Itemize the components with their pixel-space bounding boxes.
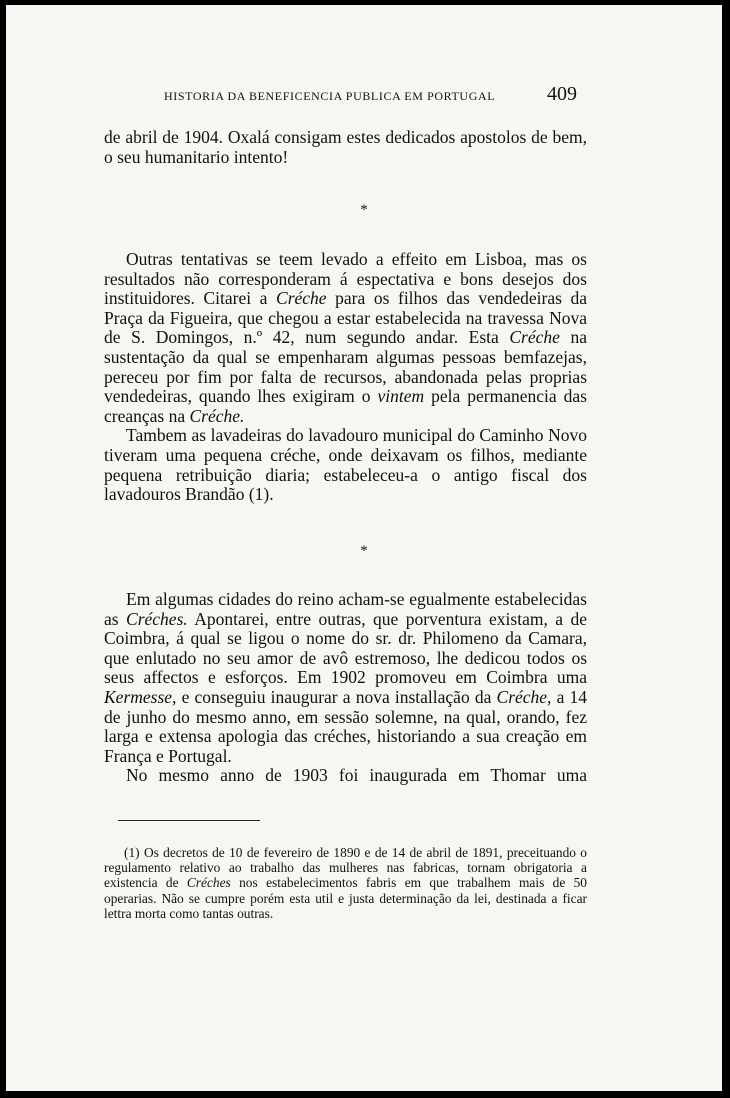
section-separator-2: * bbox=[360, 543, 368, 559]
section-separator-1: * bbox=[360, 202, 368, 218]
paragraph-apostolos: de abril de 1904. Oxalá consigam estes dedicados apostolos de bem, o seu humanitario intento! bbox=[104, 127, 587, 167]
italic-term: Créche. bbox=[189, 405, 245, 426]
text-run: Apontarei, entre outras, que porventura existam, a de Coimbra, á qual se ligou o nome do sr. dr. Philomeno da Camara, que enlutado no seu amor de avô estremoso, lhe dedicou todos os seus affectos e esforços. Em 1902 promoveu em Coimbra uma bbox=[104, 608, 587, 688]
running-title: HISTORIA DA BENEFICENCIA PUBLICA EM PORTUGAL bbox=[164, 89, 496, 103]
italic-term: Créche bbox=[509, 327, 560, 348]
text-run: pela permanencia das creanças na bbox=[104, 386, 587, 426]
italic-term: Créches. bbox=[126, 608, 188, 629]
text-run: para os filhos das vendedeiras da Praça da Figueira, que chegou a estar estabelecida na travessa Nova de S. Domingos, n.º 42, num segundo andar. Esta bbox=[104, 288, 587, 348]
text-run: nos estabelecimentos fabris em que trabalhem mais de 50 operarias. Não se cumpre porém esta util e justa determinação da lei, destinada a ficar lettra morta como tantas outras. bbox=[104, 875, 587, 921]
paragraph-thomar: No mesmo anno de 1903 foi inaugurada em Thomar uma bbox=[126, 765, 587, 786]
paragraph-lisboa bbox=[104, 250, 587, 426]
text-run: Em algumas cidades do reino acham-se egualmente estabelecidas as bbox=[104, 589, 587, 629]
section-3 bbox=[104, 590, 587, 786]
paragraph-lavadeiras: Tambem as lavadeiras do lavadouro municipal do Caminho Novo tiveram uma pequena créche, onde deixavam os filhos, mediante pequena retribuição diaria; estabeleceu-a o antigo fiscal dos lavadouros Brandão (1). bbox=[104, 425, 587, 505]
italic-term: Créche, bbox=[496, 686, 552, 707]
page-header bbox=[6, 83, 722, 111]
italic-term: vintem bbox=[377, 386, 425, 407]
text-run: Outras tentativas se teem levado a effeito em Lisboa, mas os resultados não corresponderam á espectativa e bons desejos dos instituidores. Citarei a bbox=[104, 249, 587, 309]
section-1 bbox=[104, 128, 587, 167]
text-run: a 14 de junho do mesmo anno, em sessão solemne, na qual, orando, fez larga e extensa apologia das créches, historiando a sua creação em França e Portugal. bbox=[104, 686, 587, 766]
footnote-text bbox=[104, 845, 587, 921]
footnote bbox=[104, 845, 587, 921]
footnote-divider bbox=[118, 820, 260, 821]
text-run: (1) Os decretos de 10 de fevereiro de 1890 e de 14 de abril de 1891, preceituando o regulamento relativo ao trabalho das mulheres nas fabricas, tornam obrigatoria a existencia de bbox=[104, 845, 587, 891]
italic-term: Créches bbox=[186, 875, 231, 891]
text-run: e conseguiu inaugurar a nova installação da bbox=[176, 686, 497, 707]
italic-term: Créche bbox=[276, 288, 327, 309]
text-run: na sustentação da qual se empenharam algumas pessoas bemfazejas, pereceu por fim por falta de recursos, abandonada pelas proprias vendedeiras, quando lhes exigiram o bbox=[104, 327, 587, 407]
section-2 bbox=[104, 250, 587, 505]
paragraph-coimbra bbox=[104, 590, 587, 766]
italic-term: Kermesse, bbox=[104, 686, 177, 707]
page-number: 409 bbox=[547, 83, 577, 105]
book-page bbox=[6, 5, 722, 1091]
